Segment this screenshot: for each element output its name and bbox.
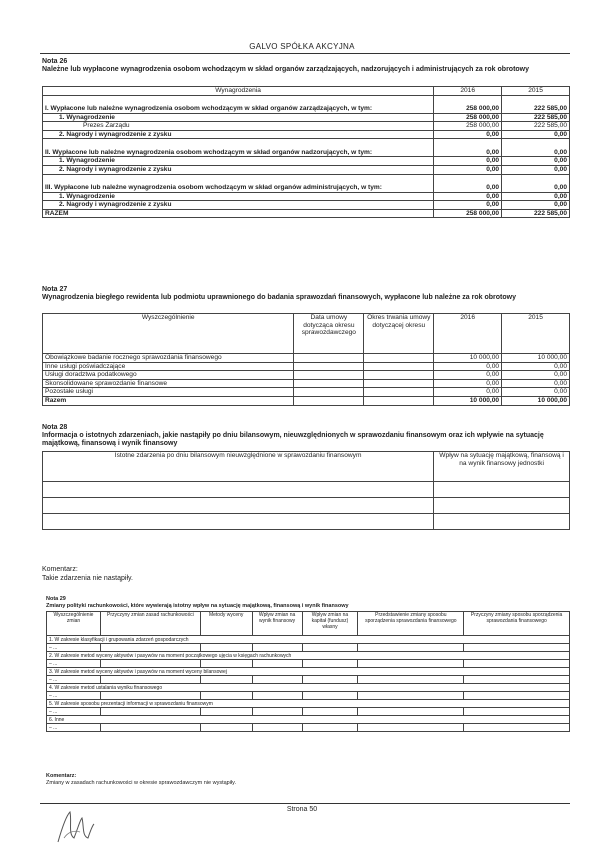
header-cell: Przedstawienie zmiany sposobu sporządzenia sprawozdania finansowego [358,612,464,636]
row-label: Prezes Zarządu [43,122,434,131]
cell-2015: 0,00 [502,362,570,371]
row-label: Usługi doradztwa podatkowego [43,371,294,380]
cell-2015: 0,00 [502,157,570,166]
nota28-comment-label: Komentarz: [42,566,78,573]
row-label: 2. Nagrody i wynagrodzenie z zysku [43,130,434,139]
table-row [43,388,570,397]
cell-2016: 10 000,00 [434,396,502,405]
nota28-table [42,451,570,530]
cell-2015: 10 000,00 [502,396,570,405]
cell-2016: 0,00 [434,130,502,139]
table-row [43,371,570,380]
dash-cell: – ... [47,676,101,684]
table-row [43,514,570,530]
row-label: III. Wypłacone lub należne wynagrodzenia osobom wchodzącym w skład organów administrujących, w tym: [43,174,434,192]
table-row [43,157,570,166]
cell-2016: 0,00 [434,165,502,174]
cell-2015: 222 585,00 [502,113,570,122]
section-label: 1. W zakresie klasyfikacji i grupowania zdarzeń gospodarczych [47,636,570,644]
table-row [43,201,570,210]
cell-2016: 0,00 [434,201,502,210]
section-row [47,668,570,676]
nota29-comment-label: Komentarz: [46,773,77,779]
table-row [47,660,570,668]
cell-2015: 0,00 [502,388,570,397]
header-cell: 2015 [502,87,570,96]
cell-2016: 0,00 [434,379,502,388]
row-label: Inne usługi poświadczające [43,362,294,371]
table-row-total [43,396,570,405]
header-cell: 2015 [502,314,570,354]
table-row [43,95,570,113]
row-label: II. Wypłacone lub należne wynagrodzenia osobom wchodzącym w skład organów nadzorujących, w tym: [43,139,434,157]
cell-2015: 0,00 [502,201,570,210]
table-row [43,192,570,201]
page-header: GALVO SPÓŁKA AKCYJNA [249,42,355,51]
dash-cell: – ... [47,644,101,652]
nota28-label: Nota 28 [42,424,68,431]
cell-2016: 258 000,00 [434,95,502,113]
page-number: Strona 50 [286,806,318,813]
header-cell: Data umowy dotycząca okresu sprawozdawczego [294,314,364,354]
nota29-title: Zmiany polityki rachunkowości, które wywierają istotny wpływ na sytuację majątkową, finansową i wynik finansowy [46,603,349,609]
cell-2015: 0,00 [502,139,570,157]
row-label: 2. Nagrody i wynagrodzenie z zysku [43,201,434,210]
header-cell: Wyszczególnienie [43,314,294,354]
header-rule [40,53,570,54]
header-cell: Wpływ zmian na wynik finansowy [252,612,302,636]
cell-2015: 0,00 [502,379,570,388]
header-cell: Przyczyny zmiany sposobu sporządzenia sprawozdania finansowego [464,612,570,636]
nota27-table [42,313,570,406]
section-label: 3. W zakresie metod wyceny aktywów i pasywów na moment wyceny bilansowej [47,668,570,676]
table-row [43,482,570,498]
nota27-title: Wynagrodzenia biegłego rewidenta lub podmiotu uprawnionego do badania sprawozdań finansowych, wypłacone lub należne za rok obrotowy [42,294,516,301]
table-header [43,314,570,354]
nota29-comment: Zmiany w zasadach rachunkowości w okresie sprawozdawczym nie wystąpiły. [46,780,237,786]
table-row [43,498,570,514]
row-label: Razem [43,396,294,405]
dash-cell: – ... [47,724,101,732]
cell-2016: 258 000,00 [434,209,502,218]
cell-2016: 0,00 [434,192,502,201]
table-row [43,130,570,139]
row-label: Skonsolidowane sprawozdanie finansowe [43,379,294,388]
row-label: I. Wypłacone lub należne wynagrodzenia osobom wchodzącym w skład organów zarządzających, w tym: [43,95,434,113]
cell-2016: 258 000,00 [434,113,502,122]
signature-icon [52,808,96,846]
section-label: 6. Inne [47,716,570,724]
section-row [47,652,570,660]
table-row [47,724,570,732]
row-label: 1. Wynagrodzenie [43,113,434,122]
cell-2016: 0,00 [434,157,502,166]
cell-2016: 10 000,00 [434,354,502,363]
nota29-label: Nota 29 [46,596,66,602]
cell-2016: 0,00 [434,139,502,157]
table-row [43,174,570,192]
dash-cell: – ... [47,708,101,716]
table-row [43,379,570,388]
cell-2015: 0,00 [502,371,570,380]
nota29-table [46,611,570,732]
section-label: 5. W zakresie sposobu prezentacji informacji w sprawozdaniu finansowym [47,700,570,708]
table-row [47,644,570,652]
cell-2015: 10 000,00 [502,354,570,363]
cell-2015: 0,00 [502,130,570,139]
section-row [47,700,570,708]
header-cell: 2016 [434,314,502,354]
cell-2015: 0,00 [502,192,570,201]
header-cell: Wyszczególnienie zmian [47,612,101,636]
table-row [43,165,570,174]
dash-cell: – ... [47,660,101,668]
cell-2016: 258 000,00 [434,122,502,131]
dash-cell: – ... [47,692,101,700]
table-row [47,692,570,700]
nota27-label: Nota 27 [42,286,68,293]
cell-2015: 222 585,00 [502,122,570,131]
nota26-label: Nota 26 [42,58,68,65]
nota28-title: Informacja o istotnych zdarzeniach, jakie nastąpiły po dniu bilansowym, nieuwzględnionych w sprawozdaniu finansowym oraz ich wpływie na sytuację majątkową, finansową i wynik finansowy [42,432,544,447]
cell-2015: 0,00 [502,174,570,192]
table-row [43,139,570,157]
section-row [47,716,570,724]
cell-2016: 0,00 [434,174,502,192]
header-cell: Przyczyny zmian zasad rachunkowości [100,612,200,636]
nota26-title: Należne lub wypłacone wynagrodzenia osobom wchodzącym w skład organów zarządzających, nadzorujących i administrujących za rok obrotowy [42,66,530,73]
table-row [43,354,570,363]
table-header [43,452,570,482]
section-label: 2. W zakresie metod wyceny aktywów i pasywów na moment początkowego ujęcia w księgach rachunkowych [47,652,570,660]
header-cell: 2016 [434,87,502,96]
header-cell: Wpływ zmian na kapitał (fundusz) własny [302,612,358,636]
header-cell: Wpływ na sytuację majątkową, finansową i na wynik finansowy jednostki [434,452,570,482]
nota26-table [42,86,570,218]
cell-2015: 0,00 [502,165,570,174]
row-label: 2. Nagrody i wynagrodzenie z zysku [43,165,434,174]
nota28-comment: Takie zdarzenia nie nastąpiły. [42,575,133,582]
cell-2016: 0,00 [434,388,502,397]
header-cell: Wynagrodzenia [43,87,434,96]
row-label: 1. Wynagrodzenie [43,157,434,166]
table-row-total [43,209,570,218]
section-row [47,684,570,692]
footer-rule [40,803,570,804]
table-row [43,122,570,131]
cell-2015: 222 585,00 [502,95,570,113]
row-label: Obowiązkowe badanie rocznego sprawozdania finansowego [43,354,294,363]
header-cell: Istotne zdarzenia po dniu bilansowym nieuwzględnione w sprawozdaniu finansowym [43,452,434,482]
header-cell: Metody wyceny [200,612,252,636]
header-cell: Okres trwania umowy dotyczącej okresu [364,314,434,354]
table-row [47,676,570,684]
table-row [43,362,570,371]
table-header [43,87,570,96]
cell-2016: 0,00 [434,371,502,380]
section-label: 4. W zakresie metod ustalania wyniku finansowego [47,684,570,692]
table-row [43,113,570,122]
cell-2015: 222 585,00 [502,209,570,218]
cell-2016: 0,00 [434,362,502,371]
row-label: Pozostałe usługi [43,388,294,397]
table-header [47,612,570,636]
section-row [47,636,570,644]
row-label: RAZEM [43,209,434,218]
row-label: 1. Wynagrodzenie [43,192,434,201]
table-row [47,708,570,716]
